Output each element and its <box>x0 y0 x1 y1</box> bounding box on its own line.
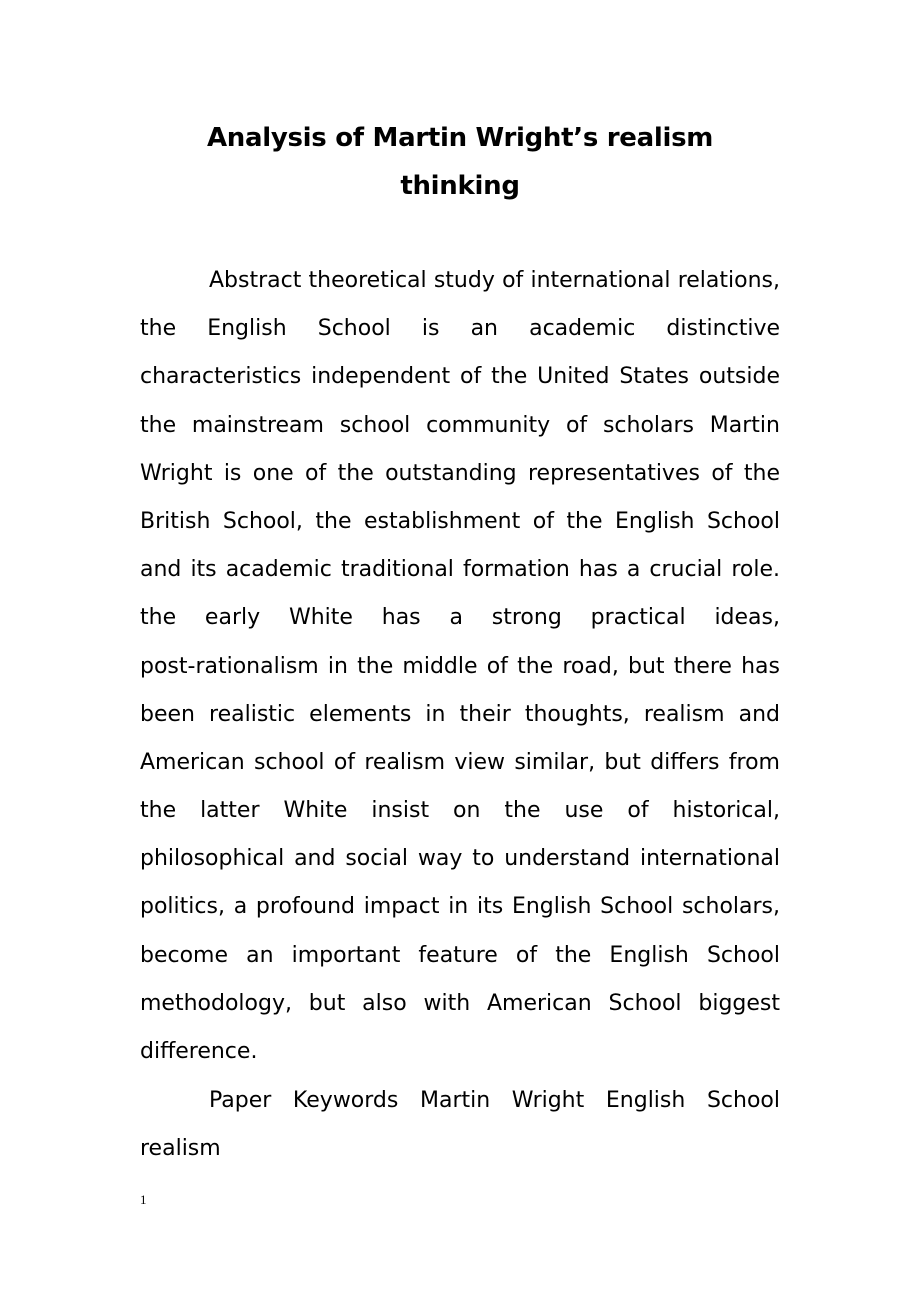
document-title <box>140 114 780 210</box>
page-number: 1 <box>140 1192 147 1207</box>
title-line-1: Analysis of Martin Wright’s realism <box>206 123 714 153</box>
abstract-line: become an important feature of the English School <box>140 942 780 968</box>
abstract-line: characteristics independent of the United States outside <box>140 364 780 390</box>
abstract-line: the mainstream school community of scholars Martin <box>140 412 780 438</box>
abstract-line: philosophical and social way to understand international <box>140 846 780 872</box>
abstract-line: American school of realism view similar, but differs from <box>140 749 780 775</box>
abstract-line: methodology, but also with American School biggest <box>140 990 780 1016</box>
keywords-line: realism <box>140 1136 221 1162</box>
abstract-paragraph <box>140 257 780 1076</box>
abstract-line: the early White has a strong practical ideas, <box>140 605 780 631</box>
title-line-2: thinking <box>400 171 520 201</box>
keywords-paragraph <box>140 1077 780 1173</box>
abstract-line: post-rationalism in the middle of the road, but there has <box>140 653 780 679</box>
keywords-line: Paper Keywords Martin Wright English School <box>209 1088 780 1113</box>
abstract-line: the latter White insist on the use of historical, <box>140 798 780 824</box>
abstract-line: the English School is an academic distinctive <box>140 316 780 342</box>
abstract-line: Abstract theoretical study of international relations, <box>209 268 780 293</box>
abstract-line: Wright is one of the outstanding representatives of the <box>140 460 780 486</box>
abstract-line: British School, the establishment of the English School <box>140 508 780 534</box>
abstract-line: and its academic traditional formation has a crucial role. <box>140 557 780 583</box>
abstract-line: politics, a profound impact in its English School scholars, <box>140 894 780 920</box>
abstract-line: been realistic elements in their thoughts, realism and <box>140 701 780 727</box>
abstract-line: difference. <box>140 1039 258 1064</box>
